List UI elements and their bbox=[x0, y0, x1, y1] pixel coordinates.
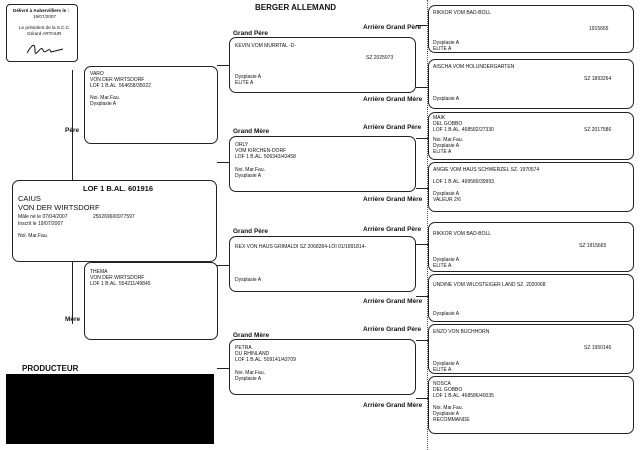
signature-icon bbox=[25, 41, 65, 57]
president-name: Gérard ARTHUR bbox=[27, 31, 62, 36]
gmm-dysplasia: Dysplasie A bbox=[235, 376, 262, 382]
father-dysplasia: Dysplasie A bbox=[90, 101, 117, 107]
producteur-label: PRODUCTEUR bbox=[22, 364, 79, 373]
father-color: Noi. Mar.Fau. bbox=[90, 95, 121, 101]
ggp6-dysplasia: Dysplasie A bbox=[433, 311, 460, 317]
ggp7-dysplasia: Dysplasie A bbox=[433, 361, 460, 367]
ggp8-name: NOSCA bbox=[433, 381, 451, 387]
ggp4-valeur: VALEUR 2/6 bbox=[433, 197, 461, 203]
ggp2-dysplasia: Dysplasie A bbox=[433, 96, 460, 102]
gmm-kennel: DU RHINLAND bbox=[235, 351, 270, 357]
ggp5-elite: ELITE A bbox=[433, 263, 452, 269]
father-name: VARO bbox=[90, 71, 104, 77]
subject-chip: 250269600977597 bbox=[93, 214, 135, 220]
mother-kennel: VON DER WIRTSDORF bbox=[90, 275, 145, 281]
ggp8-dysplasia: Dysplasie A bbox=[433, 411, 460, 417]
issued-date: 19/07/2007 bbox=[33, 14, 56, 19]
gpm-name: REX VON HAUS GRIMALDI SZ 2068284-LOI 01/1891814- bbox=[235, 244, 367, 250]
great-grandparent-4 bbox=[428, 162, 634, 212]
gmm-color: Noi. Mar.Fau. bbox=[235, 370, 266, 376]
gpf-sz: SZ 2025973 bbox=[366, 55, 394, 61]
ggp4-lof: LOF 1 B.AL. 499589/39993 bbox=[433, 179, 494, 185]
ggp8-recommande: RECOMMANDE bbox=[433, 417, 470, 423]
label-grand-mere: Grand Mère bbox=[233, 128, 270, 135]
father-box bbox=[84, 66, 218, 144]
label-agm-3: Arrière Grand Mère bbox=[363, 298, 423, 305]
father-kennel: VON DER WIRTSDORF bbox=[90, 77, 145, 83]
gpm-dysplasia: Dysplasie A bbox=[235, 277, 262, 283]
label-mere: Mère bbox=[65, 316, 81, 323]
ggp3-color: Noi. Mar.Fau. bbox=[433, 137, 464, 143]
ggp7-elite: ELITE A bbox=[433, 367, 452, 373]
redacted-block bbox=[6, 374, 214, 444]
subject-registered: Inscrit le 19/07/2007 bbox=[18, 221, 64, 227]
gpf-dysplasia: Dysplasie A bbox=[235, 74, 262, 80]
subject-kennel: VON DER WIRTSDORF bbox=[18, 203, 100, 212]
great-grandparent-1 bbox=[428, 5, 634, 53]
ggp3-elite: ELITE A bbox=[433, 149, 452, 155]
label-grand-pere: Grand Père bbox=[233, 30, 269, 37]
ggp5-sz: SZ 1915665 bbox=[579, 243, 607, 249]
issued-label: Délivré à Aubervilliers le : bbox=[13, 8, 70, 13]
great-grandparent-5 bbox=[428, 222, 634, 272]
label-agp-1: Arrière Grand Père bbox=[363, 24, 422, 31]
grandfather-maternal-box bbox=[229, 236, 416, 292]
ggp3-sz: SZ 2017586 bbox=[584, 127, 612, 133]
ggp4-dysplasia: Dysplasie A bbox=[433, 191, 460, 197]
grandfather-paternal-box bbox=[229, 37, 416, 93]
gpf-name: KEVIN VOM MURRTAL -D- bbox=[235, 43, 297, 49]
mother-box bbox=[84, 262, 218, 340]
ggp5-dysplasia: Dysplasie A bbox=[433, 257, 460, 263]
gmf-lof: LOF 1 B.AL. 506343/43458 bbox=[235, 154, 296, 160]
ggp1-elite: ELITE A bbox=[433, 46, 452, 52]
gmm-name: PETRA bbox=[235, 345, 252, 351]
gmm-lof: LOF 1 B.AL. 509141/43709 bbox=[235, 357, 296, 363]
label-pere: Père bbox=[65, 127, 80, 134]
ggp3-dysplasia: Dysplasie A bbox=[433, 143, 460, 149]
subject-box bbox=[12, 180, 217, 262]
mother-name: THEMA bbox=[90, 269, 108, 275]
great-grandparent-3 bbox=[428, 112, 634, 160]
ggp2-sz: SZ 1893264 bbox=[584, 76, 612, 82]
subject-lof: LOF 1 B.AL. 601916 bbox=[83, 184, 154, 193]
gmf-name: ORLY bbox=[235, 142, 249, 148]
label-agm-4: Arrière Grand Mère bbox=[363, 402, 423, 409]
ggp7-name: ENZO VON BUCHHORN bbox=[433, 329, 490, 335]
label-agm-1: Arrière Grand Mère bbox=[363, 96, 423, 103]
ggp3-kennel: DEL GOBBO bbox=[433, 121, 463, 127]
great-grandparent-2 bbox=[428, 59, 634, 109]
ggp4-name: ANGIE VOM HAUS SCHWERZEL SZ. 1970574 bbox=[433, 167, 540, 173]
ggp1-sz: 1915665 bbox=[589, 26, 609, 32]
ggp5-name: RIKKOR VOM BAD-BOLL bbox=[433, 231, 492, 237]
grandmother-paternal-box bbox=[229, 136, 416, 192]
subject-name: CAIUS bbox=[18, 194, 41, 203]
great-grandparent-7 bbox=[428, 324, 634, 374]
issue-stamp-box bbox=[6, 4, 78, 62]
label-agp-2: Arrière Grand Père bbox=[363, 124, 422, 131]
ggp1-dysplasia: Dysplasie A bbox=[433, 40, 460, 46]
ggp2-name: AISCHA VOM HOLUNDERGARTEN bbox=[433, 64, 515, 70]
ggp3-name: MAIK bbox=[433, 115, 446, 121]
president-label: Le président de la S.C.C. bbox=[19, 25, 71, 30]
label-agm-2: Arrière Grand Mère bbox=[363, 196, 423, 203]
label-grand-mere-2: Grand Mère bbox=[233, 332, 270, 339]
gmf-dysplasia: Dysplasie A bbox=[235, 173, 262, 179]
ggp8-kennel: DEL GOBBO bbox=[433, 387, 463, 393]
subject-color: Noi. Mar.Fau. bbox=[18, 233, 49, 239]
ggp8-lof: LOF 1 B.AL. 468586/40035 bbox=[433, 393, 494, 399]
subject-born: Mâle né le 07/04/2007 bbox=[18, 214, 68, 220]
ggp6-name: UNDINE VOM WILDSTEIGER LAND SZ. 2020068 bbox=[433, 282, 546, 288]
label-agp-4: Arrière Grand Père bbox=[363, 326, 422, 333]
ggp7-sz: SZ 1950146 bbox=[584, 345, 612, 351]
mother-lof: LOF 1 B.AL. 554211/49845 bbox=[90, 281, 151, 287]
label-grand-pere-2: Grand Père bbox=[233, 228, 269, 235]
gmf-kennel: VOM KIRCHEN-DORF bbox=[235, 148, 287, 154]
ggp1-name: RIKKOR VOM BAD-BOLL bbox=[433, 10, 492, 16]
ggp3-lof: LOF 1 B.AL. 468582/27330 bbox=[433, 127, 494, 133]
breed-title: BERGER ALLEMAND bbox=[255, 3, 337, 12]
great-grandparent-6 bbox=[428, 274, 634, 322]
label-agp-3: Arrière Grand Père bbox=[363, 226, 422, 233]
gmf-color: Noi. Mar.Fau. bbox=[235, 167, 266, 173]
gpf-elite: ELITE A bbox=[235, 80, 254, 86]
great-grandparent-8 bbox=[428, 376, 634, 434]
ggp8-color: Noi. Mar.Fau. bbox=[433, 405, 464, 411]
grandmother-maternal-box bbox=[229, 339, 416, 395]
father-lof: LOF 1 B.AL. 564658/35022 bbox=[90, 83, 151, 89]
